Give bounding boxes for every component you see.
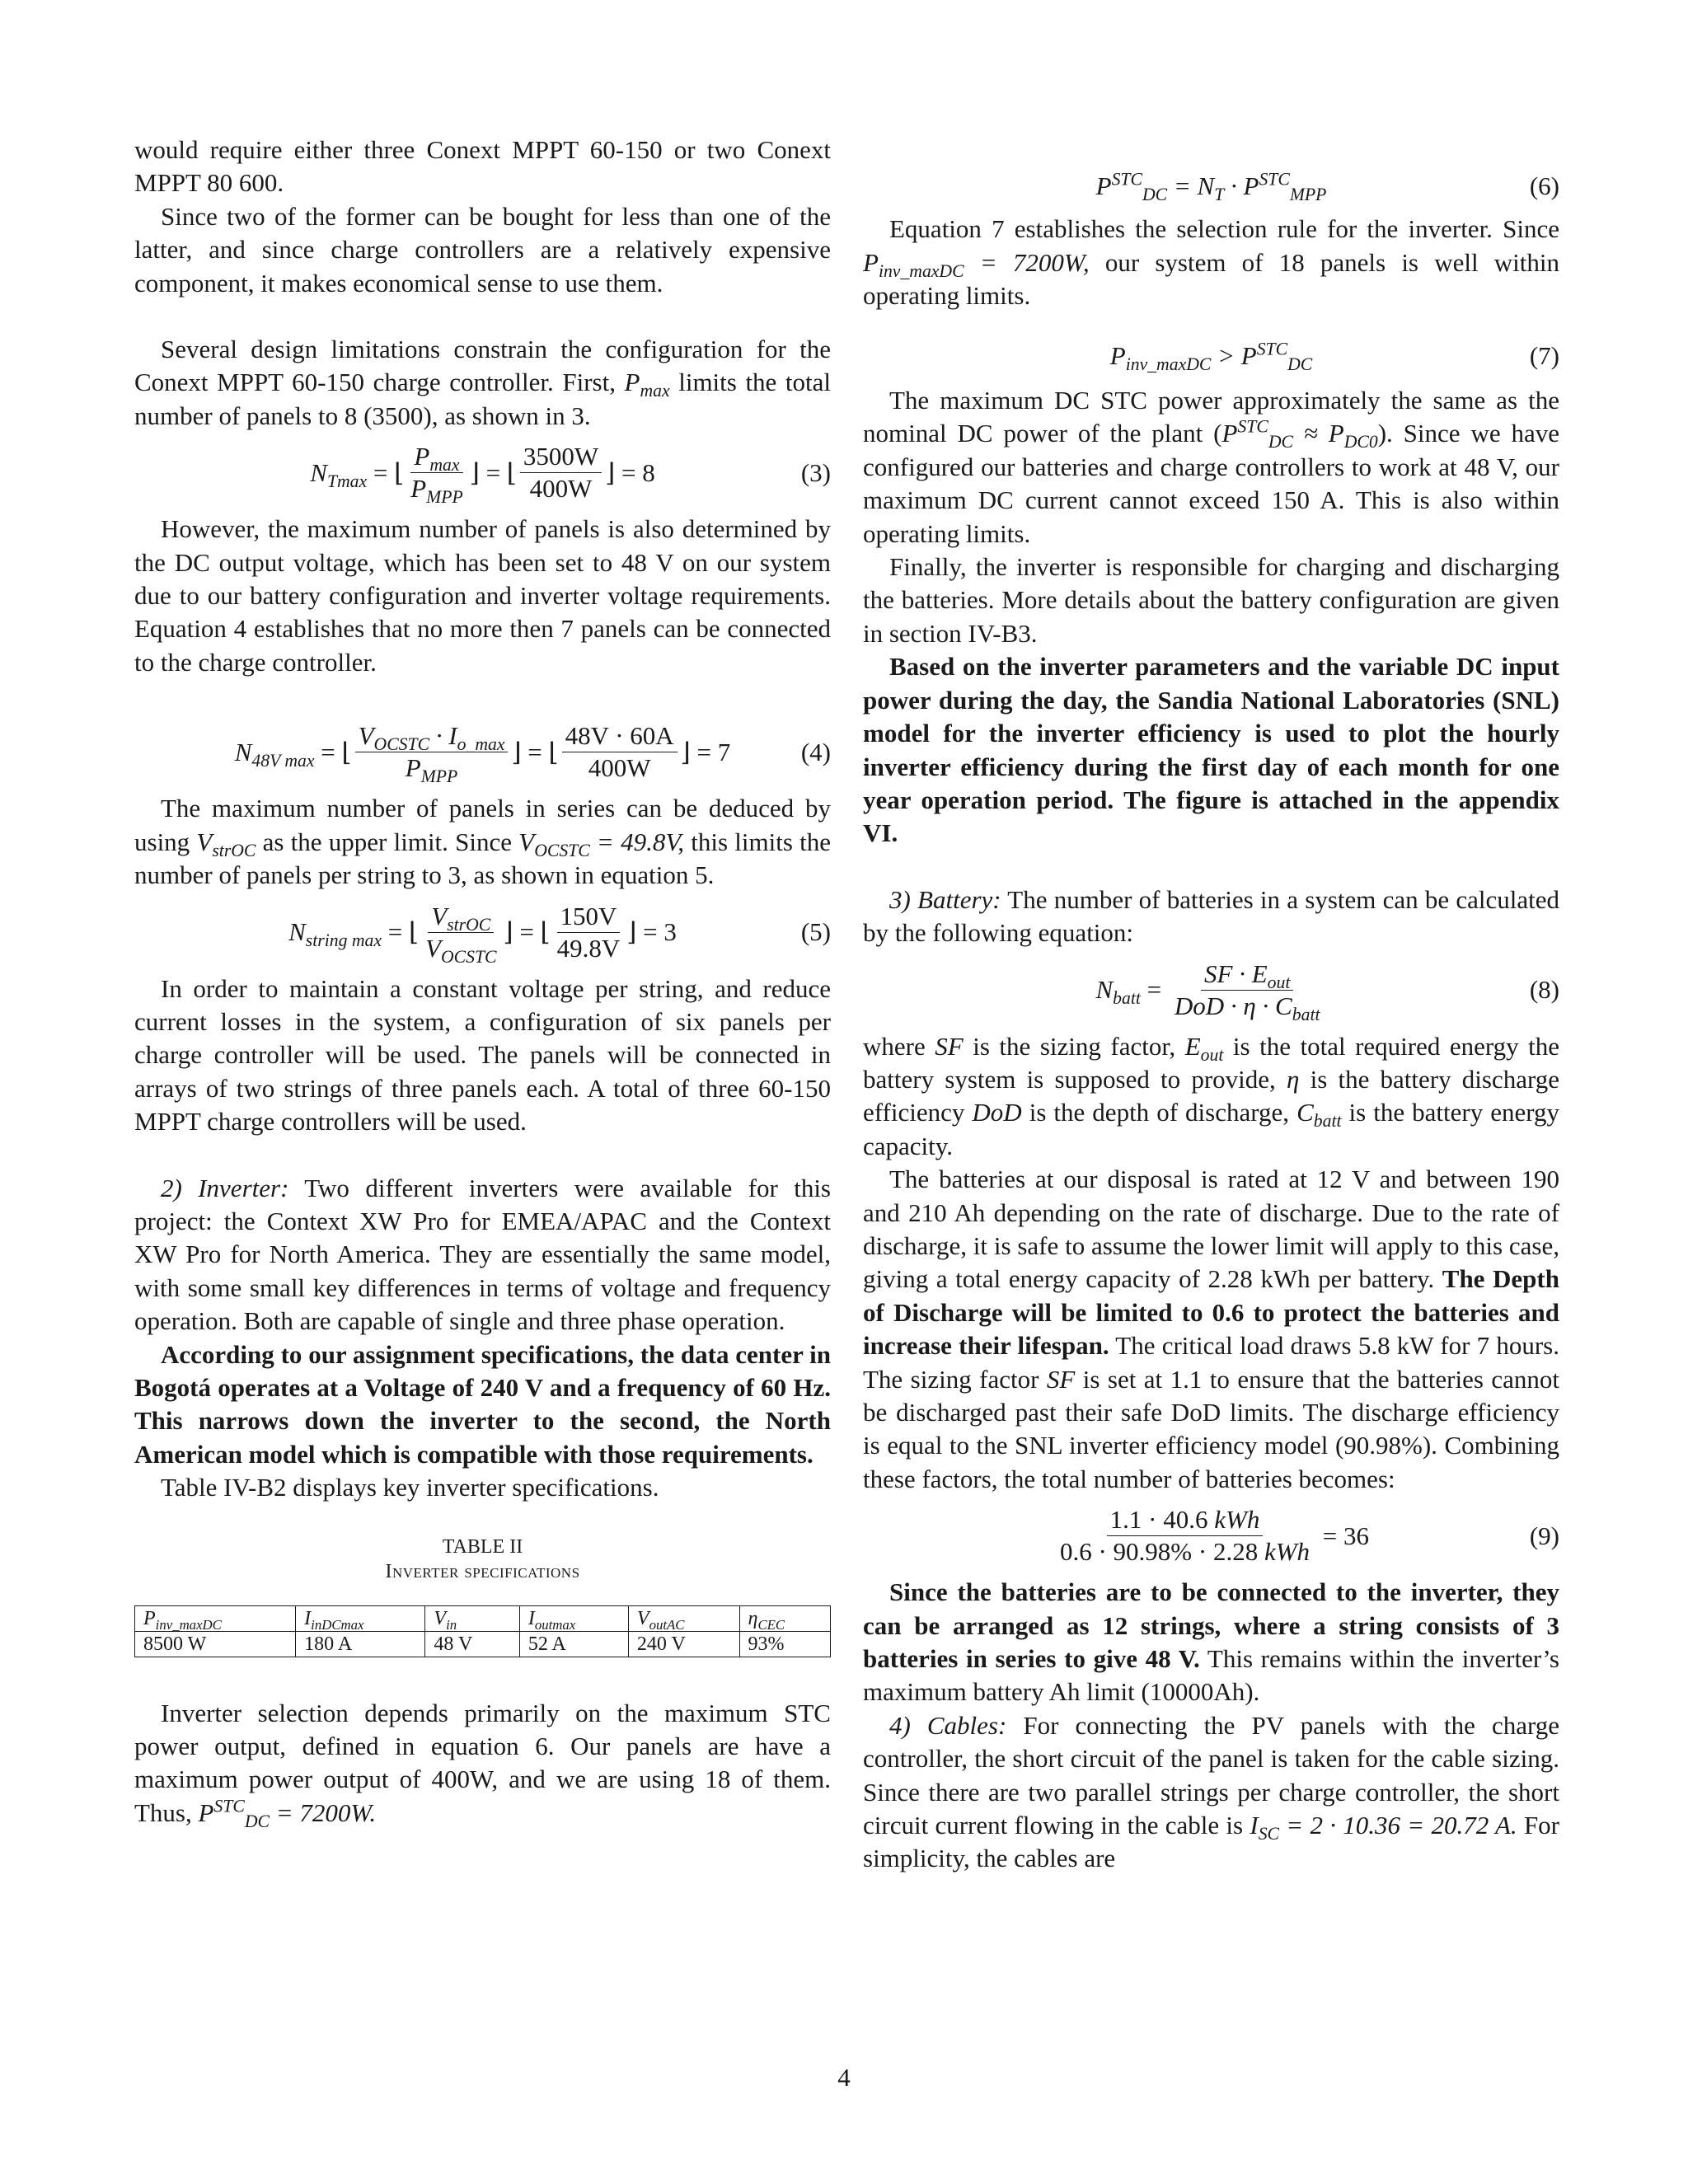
table-label: TABLE II: [442, 1535, 523, 1558]
table-cell: 240 V: [628, 1631, 739, 1657]
paragraph-however: However, the maximum number of panels is also determined by the DC output voltage, which has been set to 48 V on our system due to our battery configuration and inverter voltage requirements. Equation 4 establishes that no more then 7 panels can be connected to the charge controller.: [134, 514, 831, 677]
paragraph-equation-7-intro: Equation 7 establishes the selection rule for the inverter. Since $P_{inv\_maxDC} = 7200W$, our system of 18 panels is well within operating limits.: [863, 214, 1560, 311]
equation-8: $N_{batt}$ = $\frac{SF \cdot E_{out}}{DoD \cdot \eta \cdot C_{batt}}$ (8): [1095, 958, 1559, 1024]
table-header-cell: $I_{inDCmax}$: [296, 1605, 425, 1631]
table-header-cell: $P_{inv\_maxDC}$: [135, 1605, 296, 1631]
table-header-cell: $V_{outAC}$: [628, 1605, 739, 1631]
right-column: [863, 134, 1559, 1876]
table-header-cell: $\eta_{CEC}$: [739, 1605, 830, 1631]
equation-6: $P^{STC}_{DC} = N_T \cdot P^{STC}_{MPP}$ (6): [1095, 169, 1559, 205]
subsection-heading-cables: 4) Cables:: [889, 1710, 1007, 1740]
paragraph-carryover: would require either three Conext MPPT 60-150 or two Conext MPPT 80 600.: [134, 135, 831, 198]
equation-5: $N_{string max}$ = ⌊ $\frac{V_{strOC}}{V_{OCSTC}}$ ⌋ = ⌊ $\frac{150V}{49.8V}$ ⌋ = 3 (5): [288, 901, 831, 967]
equation-number: (5): [800, 916, 831, 946]
table-cell: 180 A: [296, 1631, 425, 1657]
subsection-heading-battery: 3) Battery:: [889, 884, 1001, 914]
table-header-row: [135, 1605, 831, 1631]
equation-number: (9): [1529, 1521, 1559, 1550]
paragraph-based-on: Based on the inverter parameters and the variable DC input power during the day, the Sandia National Laboratories (SNL) model for the inverter efficiency is used to plot the hourly inverter efficiency during the first day of each month for one year operation period. The figure is attached in the appendix VI.: [863, 652, 1559, 848]
paragraph-order: In order to maintain a constant voltage per string, and reduce current losses in the system, a configuration of six panels per charge controller will be used. The panels will be connected in arrays of two strings of three panels each. A total of three 60-150 MPPT charge controllers will be used.: [134, 973, 831, 1137]
paragraph-inverter-selection: Inverter selection depends primarily on the maximum STC power output, defined in equation 6. Our panels are have a maximum power output of 400W, and we are using 18 of them. Thus, $P^{STC}_{DC} = 7200W$.: [134, 1698, 831, 1831]
table-title: Inverter specifications: [385, 1560, 580, 1582]
table-header-cell: $I_{outmax}$: [519, 1605, 628, 1631]
table-cell: 52 A: [519, 1631, 628, 1657]
equation-number: (6): [1529, 171, 1559, 200]
table-cell: 93%: [739, 1631, 830, 1657]
inverter-spec-table: [134, 1605, 831, 1657]
table-caption: [134, 1535, 831, 1584]
paragraph-table-ref: Table IV-B2 displays key inverter specifications.: [161, 1473, 659, 1502]
equation-number: (4): [800, 737, 831, 766]
equation-3: $N_{Tmax}$ = ⌊ $\frac{P_{max}}{P_{MPP}}$ ⌋ = ⌊ $\frac{3500W}{400W}$ ⌋ = 8 (3): [310, 442, 831, 508]
equation-9: $\frac{\text{1.1 · 40.6 kWh}}{\text{0.6 · 90.98\% · 2.28 kWh}}$ = 36 (9): [1059, 1505, 1559, 1567]
paragraph-batteries: The batteries at our disposal is rated at 12 V and between 190 and 210 Ah depending on the rate of discharge. Due to the rate of discharge, it is safe to assume the lower limit will apply to this case, giving a total energy capacity of 2.28 kWh per battery. The Depth of Discharge will be limited to 0.6 to protect the batteries and increase their lifespan. The critical load draws 5.8 kW for 7 hours. The sizing factor SF is set at 1.1 to ensure that the batteries cannot be discharged past their safe DoD limits. The discharge efficiency is equal to the SNL inverter efficiency model (90.98%). Combining these factors, the total number of batteries becomes:: [863, 1165, 1560, 1493]
paragraph-where: where SF is the sizing factor, $E_{out}$ is the total required energy the battery system is supposed to provide, η is the battery discharge efficiency DoD is the depth of discharge, $C_{batt}$ is the battery energy capacity.: [863, 1031, 1560, 1160]
paragraph-since: Since two of the former can be bought for less than one of the latter, and since charge controllers are a relatively expensive component, it makes economical sense to use them.: [134, 201, 831, 298]
equation-number: (3): [800, 457, 831, 487]
paragraph-cables: 4) Cables: For connecting the PV panels with the charge controller, the short circuit of the panel is taken for the cable sizing. Since there are two parallel strings per charge controller, the short circuit current flowing in the cable is $I_{SC} = 2 \cdot 10.36 = 20.72$ A. For simplicity, the cables are: [863, 1710, 1560, 1873]
paragraph-finally: Finally, the inverter is responsible for charging and discharging the batteries. More details about the battery configuration are given in section IV-B3.: [863, 552, 1559, 648]
page-number: 4: [837, 2063, 851, 2092]
paragraph-max-series: The maximum number of panels in series can be deduced by using $V_{strOC}$ as the upper limit. Since $V_{OCSTC} = 49.8V$, this limits the number of panels per string to 3, as shown in equation 5.: [134, 794, 832, 890]
subsection-heading-inverter: 2) Inverter:: [161, 1173, 289, 1202]
table-cell: 8500 W: [135, 1631, 296, 1657]
paragraph-inverter: 2) Inverter: Two different inverters were available for this project: the Context XW Pro for EMEA/APAC and the Context XW Pro for North America. They are essentially the same model, with some small key differences in terms of voltage and frequency operation. Both are capable of single and three phase operation.: [134, 1173, 831, 1336]
paragraph-battery: 3) Battery: The number of batteries in a system can be calculated by the following equation:: [863, 884, 1559, 948]
equation-number: (8): [1529, 974, 1559, 1004]
paragraph-battery-strings: Since the batteries are to be connected to the inverter, they can be arranged as 12 strings, where a string consists of 3 batteries in series to give 48 V. This remains within the inverter’s maximum battery Ah limit (10000Ah).: [863, 1577, 1559, 1707]
left-column: [134, 134, 831, 1830]
equation-4: $N_{48V max}$ = ⌊ $\frac{V_{OCSTC} \cdot I_{o\_max}}{P_{MPP}}$ ⌋ = ⌊ $\frac{48V \cdot 60A}{400W}$ ⌋ = 7 (4): [234, 721, 831, 787]
paragraph-max-dc: The maximum DC STC power approximately the same as the nominal DC power of the plant $(P^{STC}_{DC} \approx P_{DC0})$. Since we have configured our batteries and charge controllers to work at 48 V, our maximum DC current cannot exceed 150 A. This is also within operating limits.: [863, 386, 1559, 548]
equation-number: (7): [1529, 340, 1559, 370]
table-row: [135, 1631, 831, 1657]
table-header-cell: $V_{in}$: [425, 1605, 519, 1631]
table-cell: 48 V: [425, 1631, 519, 1657]
paragraph-according: According to our assignment specifications, the data center in Bogotá operates at a Voltage of 240 V and a frequency of 60 Hz. This narrows down the inverter to the second, the North American model which is compatible with those requirements.: [134, 1339, 831, 1469]
paragraph-several: Several design limitations constrain the configuration for the Conext MPPT 60-150 charge controller. First, $P_{max}$ limits the total number of panels to 8 (3500), as shown in 3.: [134, 335, 832, 430]
equation-7: $P_{inv\_maxDC} > P^{STC}_{DC}$ (7): [1109, 339, 1559, 374]
